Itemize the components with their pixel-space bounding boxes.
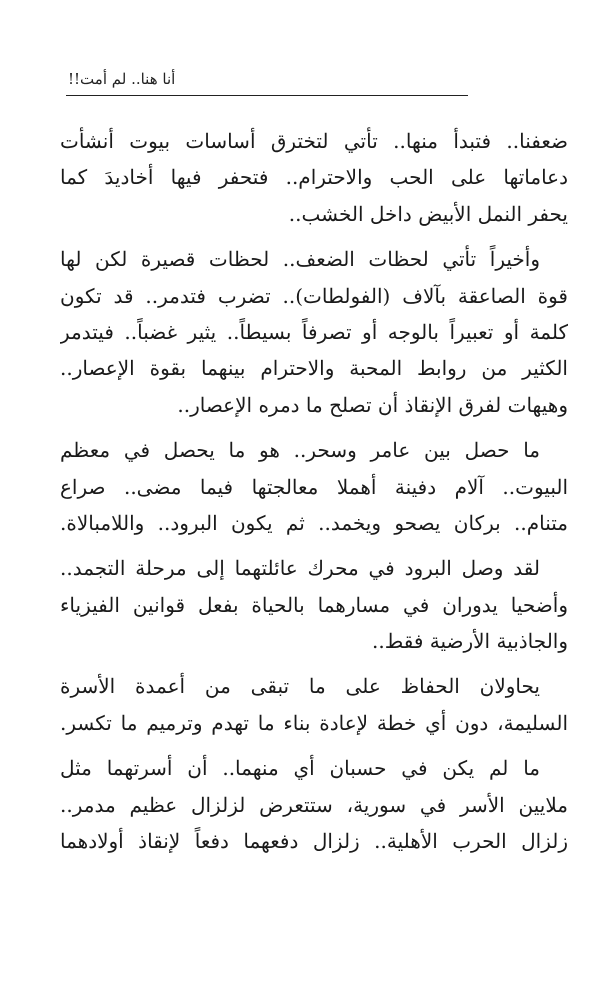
paragraph [60,241,568,423]
text-line: ضعفنا.. فتبدأ منها.. تأتي لتخترق أساسات بيوت أنشأت [60,129,568,153]
text-line: يحفر النمل الأبيض داخل الخشب.. [288,201,568,226]
text-line: متنام.. بركان يصحو ويخمد.. ثم يكون البرود.. واللامبالاة. [60,510,568,535]
text-line: وأخيراً تأتي لحظات الضعف.. لحظات قصيرة لكن لها [60,247,540,272]
text-line: وهيهات لفرق الإنقاذ أن تصلح ما دمره الإعصار.. [177,392,568,417]
text-line: الكثير من روابط المحبة والاحترام بينهما بقوة الإعصار.. [60,356,568,381]
text-line: وأضحيا يدوران في مسارهما بالحياة بفعل قوانين الفيزياء [60,592,568,617]
text-line: لقد وصل البرود في محرك عائلتهما إلى مرحلة التجمد.. [60,556,540,581]
paragraph [60,123,568,232]
text-line: البيوت.. آلام دفينة أهملا معالجتها فيما مضى.. صراع [60,474,568,499]
paragraph [60,750,568,859]
text-line: والجاذبية الأرضية فقط.. [372,629,568,654]
text-line: زلزال الحرب الأهلية.. زلزال دفعهما دفعاً لإنقاذ أولادهما [60,829,568,854]
text-line: ما حصل بين عامر وسحر.. هو ما يحصل في معظم [60,438,540,463]
text-line: ما لم يكن في حسبان أي منهما.. أن أسرتهما مثل [60,756,540,781]
running-header: أنا هنا.. لم أمت!! [68,70,176,88]
text-line: السليمة، دون أي خطة لإعادة بناء ما تهدم وترميم ما تكسر. [60,710,568,735]
text-line: ملايين الأسر في سورية، ستتعرض لزلزال عظيم مدمر.. [60,792,568,817]
body-text [60,123,568,868]
text-line: دعاماتها على الحب والاحترام.. فتحفر فيها أخاديدَ كما [60,165,568,190]
text-line: يحاولان الحفاظ على ما تبقى من أعمدة الأسرة [60,674,540,699]
text-line: كلمة أو تعبيراً بالوجه أو تصرفاً بسيطاً.. يثير غضباً.. فيتدمر [60,319,568,344]
header-rule [66,95,468,96]
paragraph [60,550,568,659]
text-line: قوة الصاعقة بآلاف (الفولطات).. تضرب فتدمر.. قد تكون [60,283,568,308]
paragraph [60,432,568,541]
paragraph [60,668,568,741]
